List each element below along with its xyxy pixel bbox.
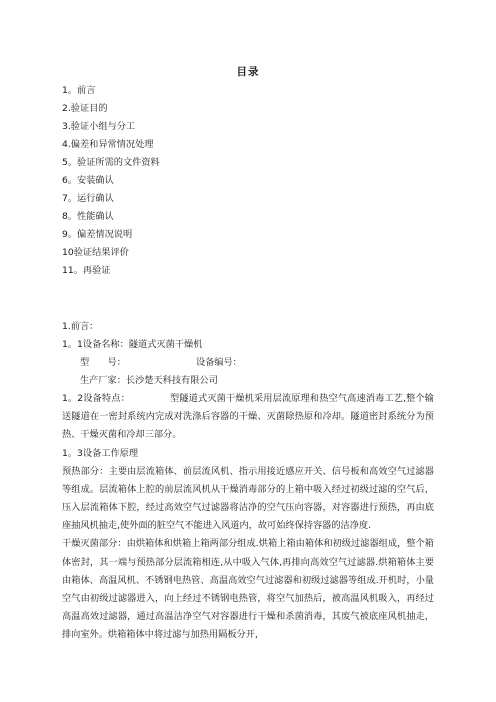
equipment-features-paragraph — [62, 390, 434, 445]
toc-item-9[interactable]: 9。偏差情况说明 — [62, 229, 133, 240]
equipment-features-text: 型隧道式灭菌干燥机采用层流原理和热空气高速消毒工艺,整个输送隧道在一密封系统内完成对洗涤后容器的干燥、灭菌除热原和冷却。隧道密封系统分为预热、干燥灭菌和冷却三部分。 — [62, 393, 434, 441]
preheat-section-paragraph: 预热部分：主要由层流箱体、前层流风机、指示用接近感应开关、信号板和高效空气过滤器等组成。层流箱体上腔的前层流风机从干燥消毒部分的上箱中吸入经过初级过滤的空气后，压入层流箱体下腔，经过高效空气过滤器将洁净的空气压向容器，对容器进行预热，再由底座抽风机抽走,使外面的脏空气不能进入风道内，故可始终保持容器的洁净度. — [62, 465, 434, 532]
toc-item-5[interactable]: 5。验证所需的文件资料 — [62, 157, 160, 168]
toc-item-4[interactable]: 4.偏差和异常情况处理 — [62, 139, 154, 150]
toc-item-2[interactable]: 2.验证目的 — [62, 103, 108, 114]
table-of-contents — [62, 82, 442, 280]
working-principle-heading: 1。3设备工作原理 — [62, 447, 139, 459]
document-body — [62, 318, 434, 645]
toc-item-3[interactable]: 3.验证小组与分工 — [62, 121, 136, 132]
toc-item-8[interactable]: 8。性能确认 — [62, 211, 114, 222]
toc-item-6[interactable]: 6。安装确认 — [62, 175, 114, 186]
toc-item-11[interactable]: 11。再验证 — [62, 265, 111, 276]
toc-item-1[interactable]: 1。前言 — [62, 85, 96, 96]
equipment-name-heading: 1。1设备名称：隧道式灭菌干燥机 — [62, 339, 203, 350]
equipment-number-label: 设备编号： — [195, 357, 242, 368]
equipment-features-heading: 1。2设备特点： — [62, 393, 130, 404]
toc-item-7[interactable]: 7。运行确认 — [62, 193, 114, 204]
manufacturer-line: 生产厂家：长沙楚天科技有限公司 — [80, 375, 218, 386]
model-label: 型 号： — [80, 357, 126, 368]
toc-item-10[interactable]: 10验证结果评价 — [62, 247, 129, 258]
page-title: 目录 — [236, 66, 260, 78]
model-and-number-line — [62, 354, 434, 372]
drying-sterilization-paragraph: 干燥灭菌部分：由烘箱体和烘箱上箱两部分组成.烘箱上箱由箱体和初级过滤器组成，整个箱体密封，其一端与预热部分层流箱相连,从中吸入气体,再排向高效空气过滤器.烘箱箱体主要由箱体、高温风机、不锈钢电热管、高温高效空气过滤器和初级过滤器等组成.开机时，小量空气由初级过滤器进入，向上经过不锈钢电热管，将空气加热后，被高温风机吸入，再经过高温高效过滤器，通过高温洁净空气对容器进行干燥和杀菌消毒，其废气被底座风机抽走，排向室外。烘箱箱体中将过滤与加热用隔板分开， — [62, 538, 434, 641]
section-heading-preface: 1.前言： — [62, 321, 99, 332]
